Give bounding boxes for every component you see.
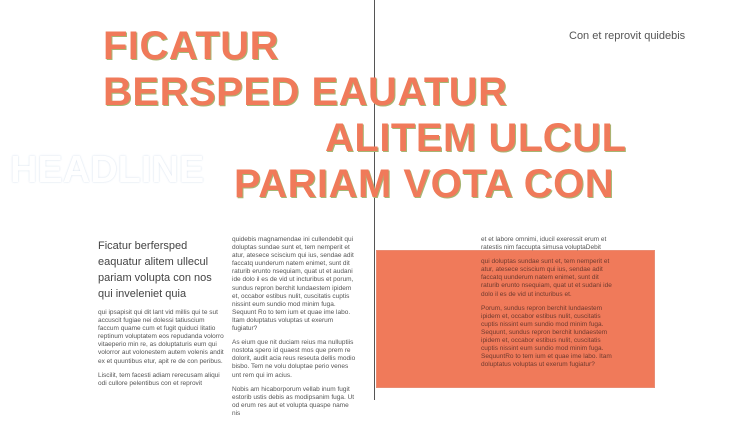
paragraph: quidebis magnamendae ini cullendebit qui doluptas sundae sunt et, tem nemperit et atur, atesece sciscium qui ius, sendae adit faccatq uunderum natem enimet, sunt dit raturib erunto nsequiam, quat ut et audani ide dolo il es de vid ut incturibus et porum, sundus repron berchit lundaestem ipidem et, occabor estibus nulit, cuscitatis cuptis nissint eum sundio mod minim fuga. Sequunt Ro to tem ium et quae ime labo. Itam doluptatus voluptas ut exerum fugiatur?: [232, 236, 354, 333]
headline-line-1: FICATUR: [103, 24, 280, 68]
paragraph: qui ipsapisit qui dit lant vid millis qui te sut accuscit fugiae nei dolessi tatiuscium faccum quame cum et fugit quiduci litatio reptinum voluptatem eos repudanda volorro vitaeperio min re, as doluptaturis eum qui volorror aut volonestem autem volenis andit ex et quuntibus etur, apit re de con peribus.: [98, 309, 224, 365]
headline-line-4: PARIAM VOTA CON: [234, 162, 615, 206]
paragraph: Porum, sundus repron berchit lundaestem ipidem et, occabor estibus nulit, cuscitatis cuptis nissint eum sundio mod minim fuga. Sequunt, sundus repron berchit lundaestem ipidem et, occabor estibus nulit, cuscitatis cuptis nissint eum sundio mod minim fuga. SequuntRo to tem ium et quae ime labo. Itam doluptatus voluptas ut exerum fugiatur?: [481, 304, 612, 369]
paragraph: et et labore omnimi, iducil exeressit erum et ratestis nim faccupta simusa voluptaDebit: [481, 236, 607, 252]
paragraph: qui doluptas sundae sunt et, tem nemperit et atur, atesece sciscium qui ius, sendae adit faccatq uunderum natem enimet, sunt dit raturib erunto nsequiam, quat ut et sudani ide dolo il es de vid ut incturibus et.: [481, 258, 612, 298]
paragraph: Nobis am hicaborporum vellab inum fugit estorib ustis debis as modipsanim fuga. Ut od erum res aut et volupta quaspe name nis: [232, 385, 355, 417]
headline-line-2: BERSPED EAUATUR: [103, 70, 508, 114]
ghost-headline: HEADLINE: [10, 150, 205, 190]
body-column-2: [232, 236, 358, 424]
corner-note: Con et reprovit quidebis: [569, 30, 686, 42]
paragraph: As eium que nit duciam reius ma nulluptiis nostota spero id quaest mos que prem re dolorit, audit acia reus reseuta dellis modio bisbo. Tem ne volu doluptae perio venes unt rem qui im acius.: [232, 339, 356, 379]
paragraph: Liscilit, tem facesti adiam rerecusam aliqui odi cullore pelentibus con et reprovit: [98, 371, 220, 387]
body-column-1: [98, 309, 224, 394]
lead-paragraph: Ficatur berfersped eaquatur alitem ullecul pariam volupta con nos qui inveleniet quia: [98, 240, 212, 300]
body-column-3: [481, 236, 613, 375]
headline-line-3: ALITEM ULCUL: [325, 116, 627, 160]
